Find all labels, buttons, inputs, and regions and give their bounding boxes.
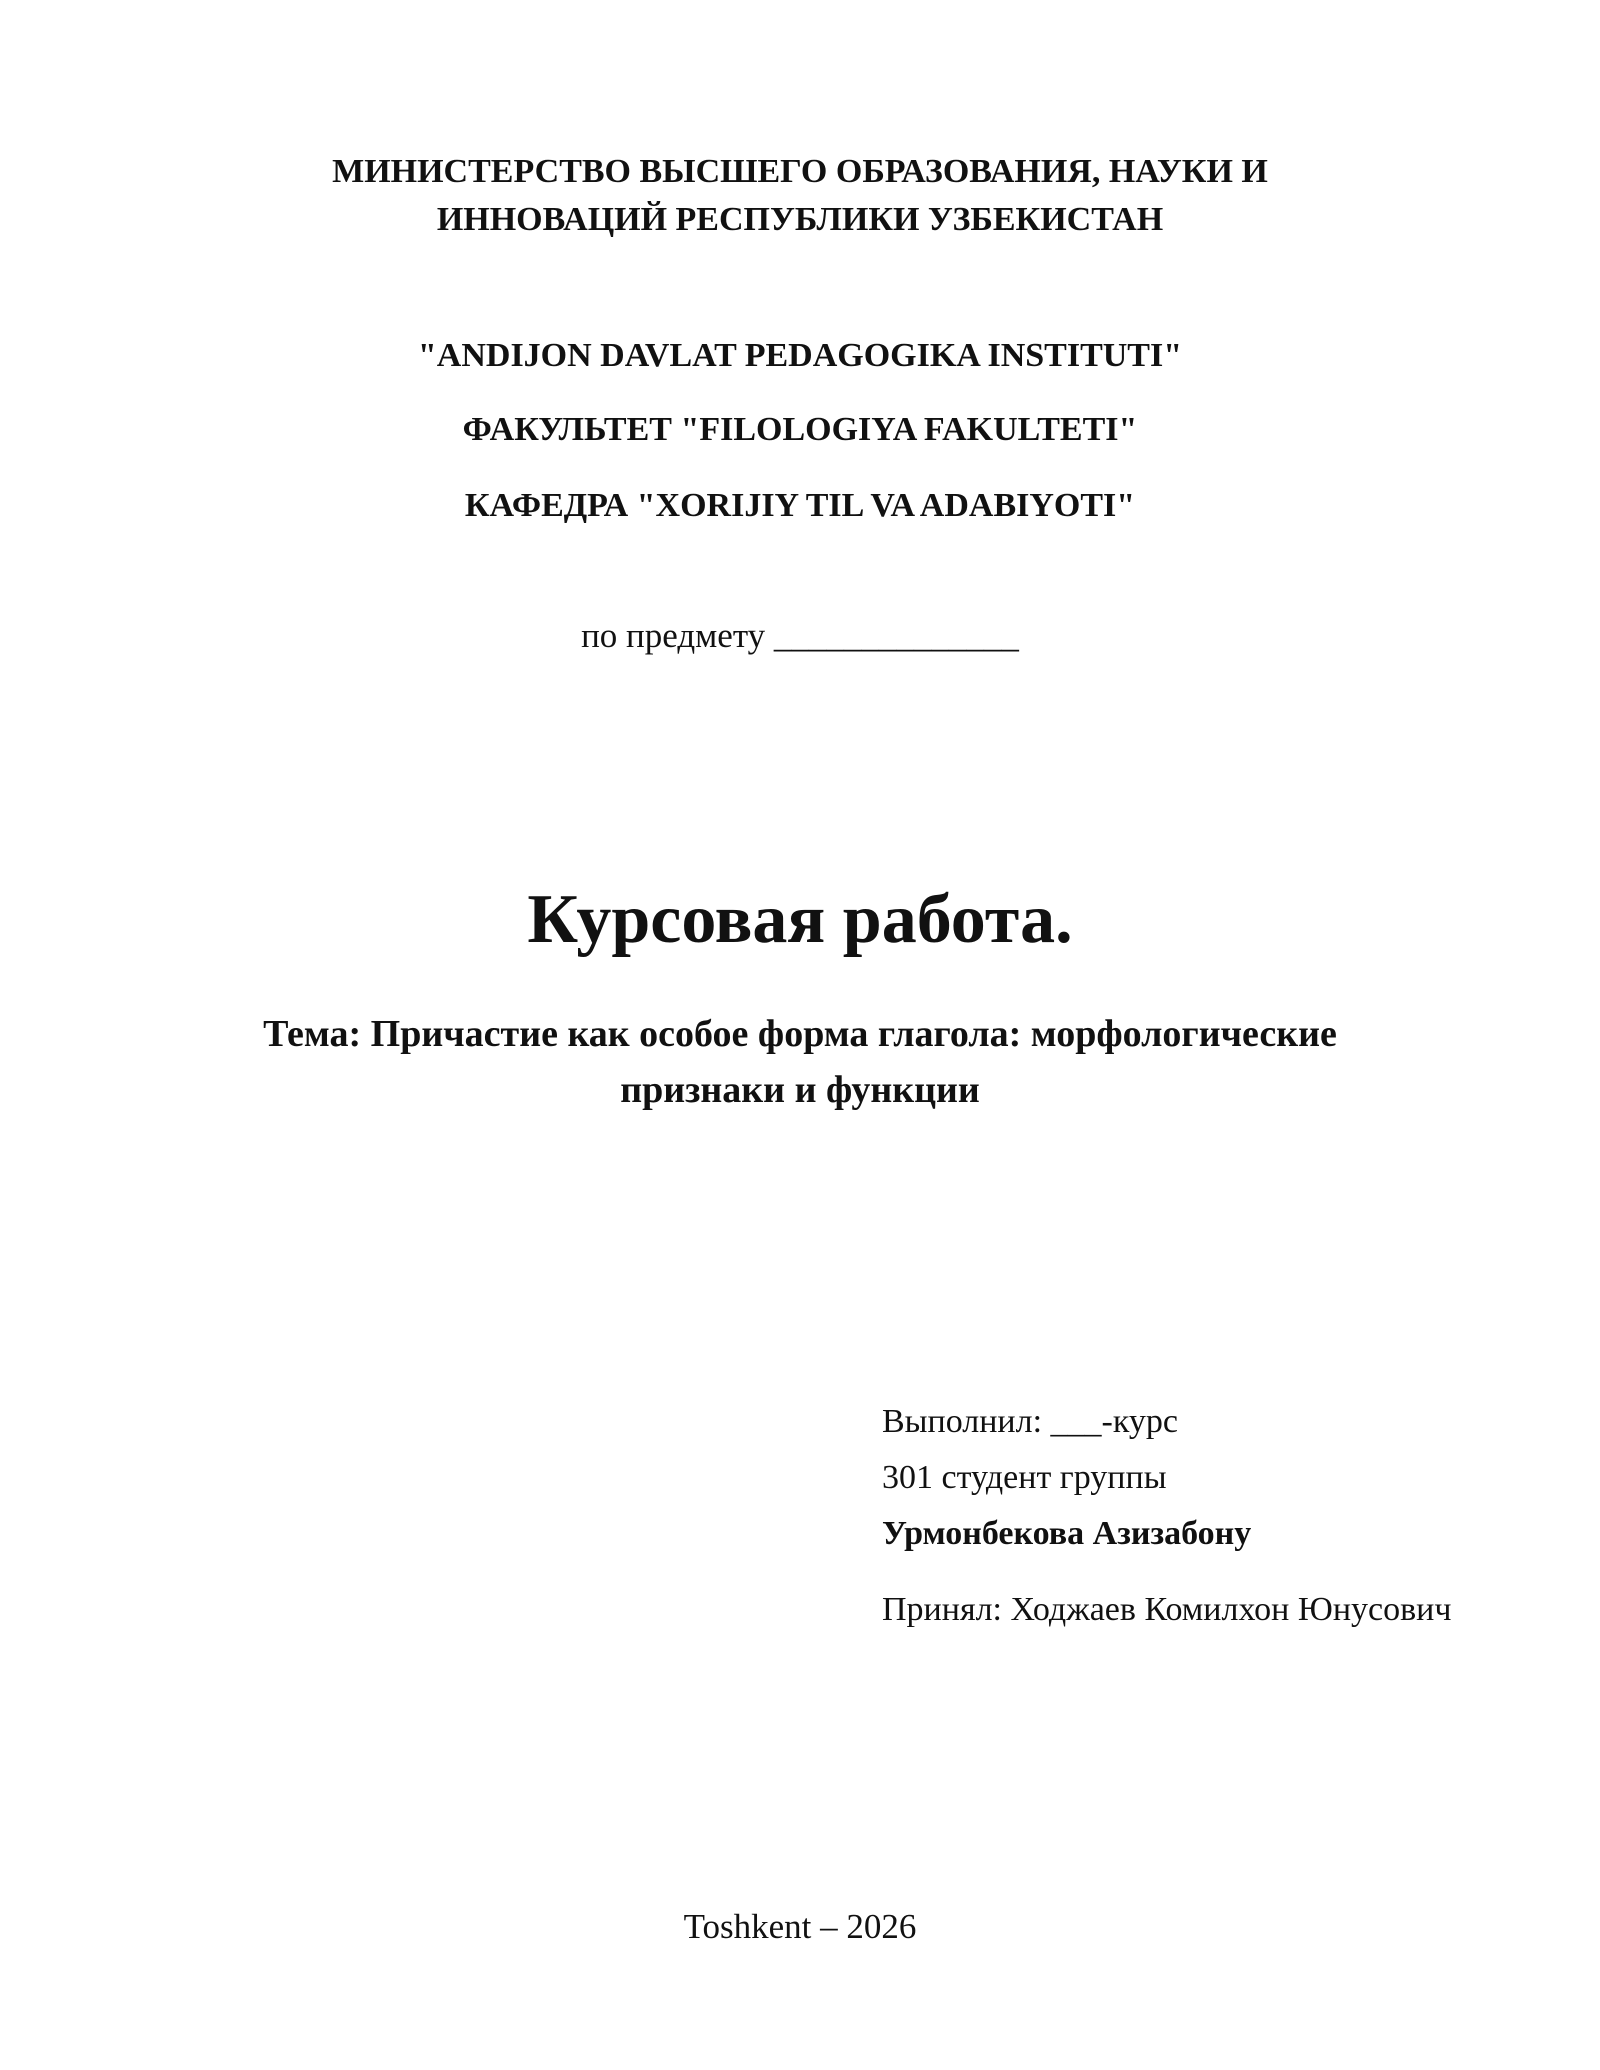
ministry-line-2: ИННОВАЦИЙ РЕСПУБЛИКИ УЗБЕКИСТАН: [436, 201, 1164, 238]
theme-line-2: признаки и функции: [620, 1069, 980, 1111]
subject-line: по предмету ______________: [581, 616, 1019, 655]
ministry-heading: [200, 148, 1400, 244]
theme-heading: [150, 1006, 1450, 1118]
city-year: Toshkent – 2026: [683, 1907, 917, 1946]
performed-by-line: Выполнил: ___-курс: [882, 1403, 1178, 1440]
accepted-by-line: Принял: Ходжаев Комилхон Юнусович: [882, 1591, 1452, 1628]
student-name: Урмонбекова Азизабону: [882, 1515, 1252, 1552]
document-title: Курсовая работа.: [527, 881, 1073, 958]
faculty-name: ФАКУЛЬТЕТ "FILOLOGIYA FAKULTETI": [462, 411, 1138, 448]
institute-name: "ANDIJON DAVLAT PEDAGOGIKA INSTITUTI": [417, 337, 1183, 374]
ministry-line-1: МИНИСТЕРСТВО ВЫСШЕГО ОБРАЗОВАНИЯ, НАУКИ И: [332, 153, 1268, 190]
theme-line-1: Тема: Причастие как особое форма глагола: морфологические: [263, 1013, 1337, 1055]
group-line: 301 студент группы: [882, 1459, 1167, 1496]
department-name: КАФЕДРА "XORIJIY TIL VA ADABIYOTI": [464, 487, 1136, 524]
